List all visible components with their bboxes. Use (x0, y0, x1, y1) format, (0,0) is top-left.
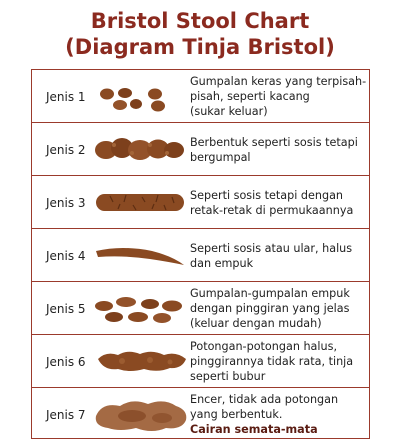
description-line: bergumpal (190, 150, 251, 164)
chart-row-type-2 (32, 123, 369, 176)
description-line: dengan pinggiran yang jelas (190, 302, 350, 315)
description-line: retak-retak di permukaannya (190, 203, 354, 217)
stool-type-3-image (92, 176, 192, 229)
chart-subtitle: (Diagram Tinja Bristol) (65, 35, 335, 59)
row-description (190, 282, 368, 335)
description-line: Gumpalan keras yang terpisah- (190, 75, 367, 88)
description-line: (keluar dengan mudah) (190, 317, 322, 330)
row-description (190, 176, 368, 229)
description-line: pisah, seperti kacang (190, 90, 310, 103)
stool-type-5-image (92, 282, 192, 335)
row-label: Jenis 4 (46, 248, 86, 263)
description-line: Encer, tidak ada potongan (190, 393, 339, 406)
description-line: seperti bubur (190, 370, 266, 383)
row-description (190, 388, 368, 441)
stool-type-4-image (92, 229, 192, 282)
stool-type-6-image (92, 335, 192, 388)
row-label: Jenis 5 (46, 301, 86, 316)
row-description (190, 229, 368, 282)
description-line: Seperti sosis tetapi dengan (190, 188, 344, 202)
chart-row-type-6 (32, 335, 369, 388)
description-line: pinggirannya tidak rata, tinja (190, 355, 354, 368)
stool-type-7-image (92, 388, 192, 441)
row-description (190, 70, 368, 123)
row-label: Jenis 7 (46, 407, 86, 422)
description-line: dan empuk (190, 256, 254, 270)
row-label: Jenis 1 (46, 89, 86, 104)
chart-title: Bristol Stool Chart (90, 9, 310, 33)
chart-row-type-5 (32, 282, 369, 335)
description-emphasis: Cairan semata-mata (190, 423, 318, 436)
row-description (190, 335, 368, 388)
chart-row-type-3 (32, 176, 369, 229)
description-line: Gumpalan-gumpalan empuk (190, 287, 350, 300)
row-label: Jenis 2 (46, 142, 86, 157)
chart-row-type-7 (32, 388, 369, 441)
stool-type-1-image (92, 70, 192, 123)
chart-row-type-1 (32, 70, 369, 123)
stool-chart-table (31, 69, 370, 439)
description-line: (sukar keluar) (190, 105, 268, 118)
row-label: Jenis 6 (46, 354, 86, 369)
chart-row-type-4 (32, 229, 369, 282)
row-label: Jenis 3 (46, 195, 86, 210)
row-description (190, 123, 368, 176)
stool-type-2-image (92, 123, 192, 176)
description-line: Potongan-potongan halus, (190, 340, 337, 353)
description-line: Seperti sosis atau ular, halus (190, 241, 353, 255)
description-line: Berbentuk seperti sosis tetapi (190, 135, 358, 149)
description-line: yang berbentuk. (190, 408, 283, 421)
